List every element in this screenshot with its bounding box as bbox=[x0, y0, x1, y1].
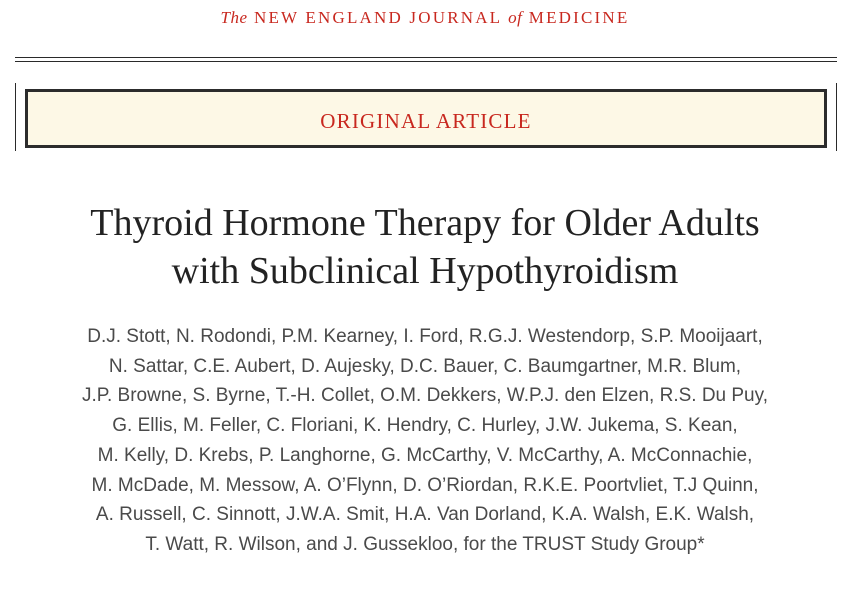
author-line: G. Ellis, M. Feller, C. Floriani, K. Hendry, C. Hurley, J.W. Jukema, S. Kean, bbox=[112, 415, 738, 437]
author-list bbox=[0, 322, 850, 560]
journal-connector: of bbox=[508, 8, 523, 27]
journal-name-part1: NEW ENGLAND JOURNAL bbox=[253, 8, 502, 27]
author-line: A. Russell, C. Sinnott, J.W.A. Smit, H.A. Van Dorland, K.A. Walsh, E.K. Walsh, bbox=[95, 504, 755, 526]
frame-left-line bbox=[15, 83, 16, 151]
journal-name-part2: MEDICINE bbox=[528, 8, 630, 27]
author-line: D.J. Stott, N. Rodondi, P.M. Kearney, I. Ford, R.G.J. Westendorp, S.P. Mooijaart, bbox=[87, 326, 763, 347]
author-line: N. Sattar, C.E. Aubert, D. Aujesky, D.C. Bauer, C. Baumgartner, M.R. Blum, bbox=[108, 355, 742, 377]
journal-masthead bbox=[0, 8, 850, 28]
header-rule-bottom bbox=[15, 61, 837, 62]
article-title bbox=[0, 199, 850, 295]
author-line: M. Kelly, D. Krebs, P. Langhorne, G. McCarthy, V. McCarthy, A. McConnachie, bbox=[97, 444, 753, 466]
author-line: T. Watt, R. Wilson, and J. Gussekloo, for the TRUST Study Group* bbox=[145, 533, 705, 555]
article-type-banner bbox=[25, 89, 827, 148]
journal-prefix: The bbox=[220, 8, 248, 27]
article-title-line: Thyroid Hormone Therapy for Older Adults bbox=[90, 202, 760, 244]
article-type-label: ORIGINAL ARTICLE bbox=[320, 109, 532, 133]
header-rule-top bbox=[15, 57, 837, 58]
article-title-line: with Subclinical Hypothyroidism bbox=[171, 250, 679, 292]
frame-right-line bbox=[836, 83, 837, 151]
author-line: M. McDade, M. Messow, A. O’Flynn, D. O’Riordan, R.K.E. Poortvliet, T.J Quinn, bbox=[91, 474, 759, 496]
author-line: J.P. Browne, S. Byrne, T.-H. Collet, O.M. Dekkers, W.P.J. den Elzen, R.S. Du Puy, bbox=[81, 385, 768, 407]
